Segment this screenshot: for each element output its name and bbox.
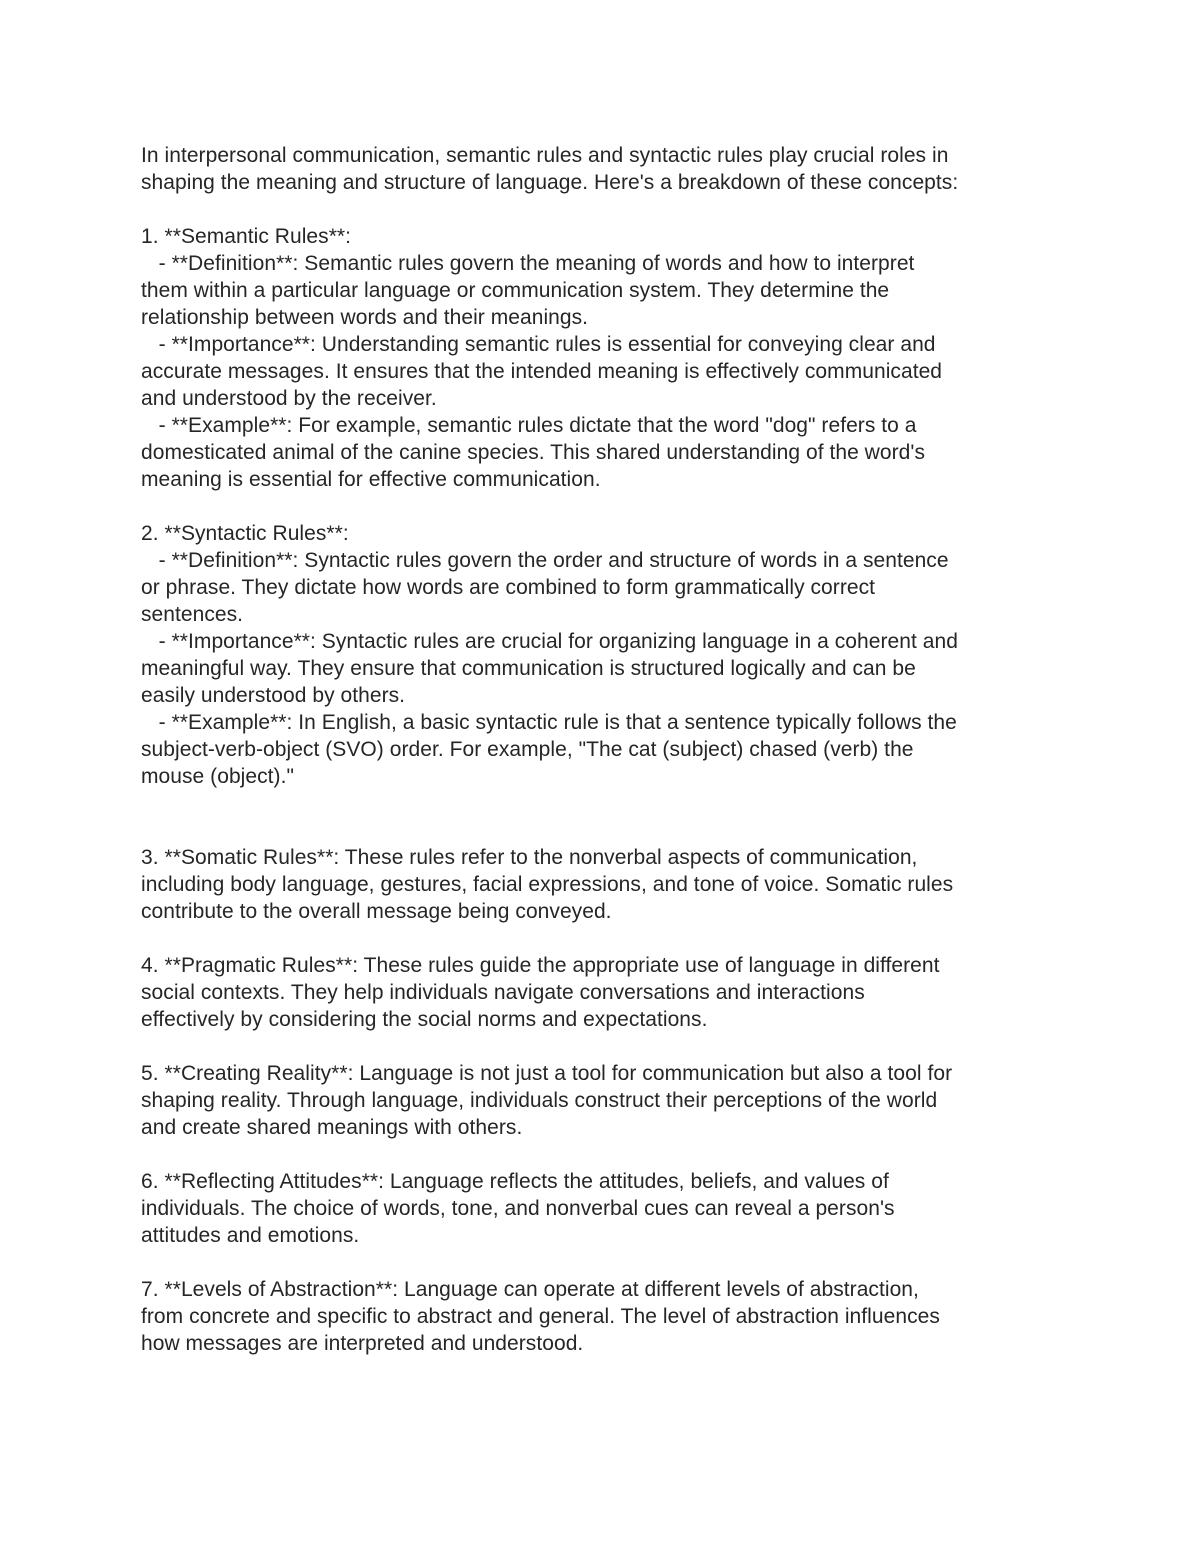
text-line: shaping the meaning and structure of language. Here's a breakdown of these concepts:	[141, 171, 959, 194]
paragraph-spacer	[141, 1033, 1071, 1060]
text-line: - **Importance**: Syntactic rules are crucial for organizing language in a coherent and	[141, 630, 958, 653]
section-semantic-rules	[141, 223, 1071, 493]
text-line: attitudes and emotions.	[141, 1224, 360, 1247]
paragraph-spacer	[141, 925, 1071, 952]
section-levels-of-abstraction	[141, 1276, 1071, 1357]
document-body	[141, 142, 1071, 1357]
text-line: - **Importance**: Understanding semantic rules is essential for conveying clear and	[141, 333, 936, 356]
text-line: easily understood by others.	[141, 684, 406, 707]
text-line: 7. **Levels of Abstraction**: Language can operate at different levels of abstraction,	[141, 1278, 919, 1301]
text-line: including body language, gestures, facial expressions, and tone of voice. Somatic rules	[141, 873, 954, 896]
text-line: them within a particular language or communication system. They determine the	[141, 279, 890, 302]
text-line: - **Definition**: Syntactic rules govern the order and structure of words in a sentence	[141, 549, 949, 572]
text-line: accurate messages. It ensures that the intended meaning is effectively communicated	[141, 360, 943, 383]
text-line: individuals. The choice of words, tone, and nonverbal cues can reveal a person's	[141, 1197, 895, 1220]
text-line: from concrete and specific to abstract and general. The level of abstraction influences	[141, 1305, 940, 1328]
text-line: - **Definition**: Semantic rules govern the meaning of words and how to interpret	[141, 252, 915, 275]
section-syntactic-rules	[141, 520, 1071, 790]
section-somatic-rules	[141, 844, 1071, 925]
text-line: how messages are interpreted and understood.	[141, 1332, 584, 1355]
text-line: meaning is essential for effective communication.	[141, 468, 601, 491]
section-heading: 2. **Syntactic Rules**:	[141, 522, 349, 545]
paragraph-spacer	[141, 493, 1071, 520]
paragraph-spacer	[141, 196, 1071, 223]
text-line: and understood by the receiver.	[141, 387, 437, 410]
section-pragmatic-rules	[141, 952, 1071, 1033]
text-line: relationship between words and their meanings.	[141, 306, 589, 329]
text-line: 6. **Reflecting Attitudes**: Language reflects the attitudes, beliefs, and values of	[141, 1170, 889, 1193]
text-line: shaping reality. Through language, individuals construct their perceptions of the world	[141, 1089, 938, 1112]
paragraph-spacer	[141, 790, 1071, 817]
text-line: mouse (object)."	[141, 765, 294, 788]
text-line: meaningful way. They ensure that communication is structured logically and can be	[141, 657, 916, 680]
intro-paragraph	[141, 142, 1071, 196]
text-line: In interpersonal communication, semantic rules and syntactic rules play crucial roles in	[141, 144, 949, 167]
text-line: sentences.	[141, 603, 244, 626]
paragraph-spacer	[141, 1249, 1071, 1276]
text-line: - **Example**: For example, semantic rules dictate that the word "dog" refers to a	[141, 414, 917, 437]
section-reflecting-attitudes	[141, 1168, 1071, 1249]
text-line: contribute to the overall message being conveyed.	[141, 900, 612, 923]
text-line: subject-verb-object (SVO) order. For example, "The cat (subject) chased (verb) the	[141, 738, 914, 761]
paragraph-spacer	[141, 817, 1071, 844]
text-line: social contexts. They help individuals navigate conversations and interactions	[141, 981, 865, 1004]
section-creating-reality	[141, 1060, 1071, 1141]
text-line: effectively by considering the social norms and expectations.	[141, 1008, 708, 1031]
text-line: 5. **Creating Reality**: Language is not just a tool for communication but also a tool for	[141, 1062, 953, 1085]
text-line: 4. **Pragmatic Rules**: These rules guide the appropriate use of language in different	[141, 954, 940, 977]
text-line: 3. **Somatic Rules**: These rules refer to the nonverbal aspects of communication,	[141, 846, 918, 869]
text-line: - **Example**: In English, a basic syntactic rule is that a sentence typically follows the	[141, 711, 957, 734]
text-line: or phrase. They dictate how words are combined to form grammatically correct	[141, 576, 876, 599]
text-line: and create shared meanings with others.	[141, 1116, 523, 1139]
section-heading: 1. **Semantic Rules**:	[141, 225, 352, 248]
paragraph-spacer	[141, 1141, 1071, 1168]
text-line: domesticated animal of the canine species. This shared understanding of the word's	[141, 441, 926, 464]
